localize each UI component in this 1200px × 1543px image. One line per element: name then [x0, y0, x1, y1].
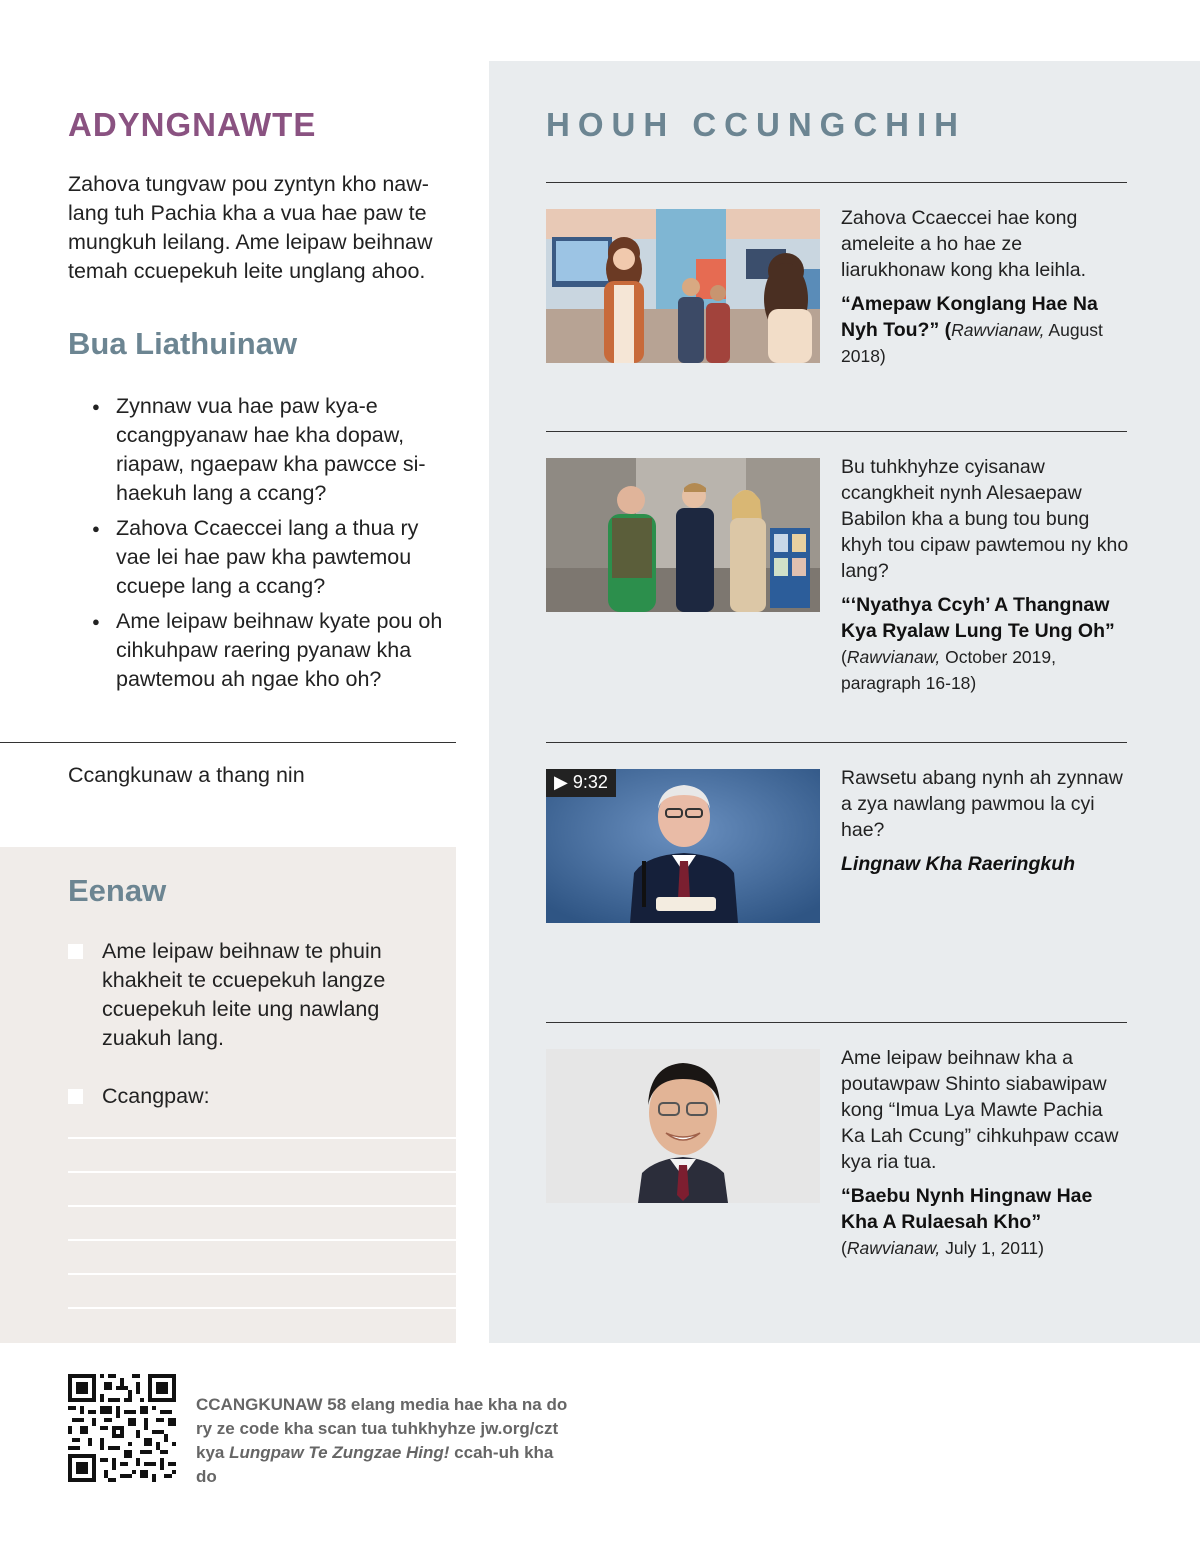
source-publication: Rawvianaw, — [951, 320, 1045, 340]
review-question: ● Zynnaw vua hae paw kya-e ccangpyanaw hae kha dopaw, riapaw, ngaepaw kha pawcce si-haekuh lang a ccang? — [92, 392, 452, 508]
resource-source — [841, 1235, 1131, 1261]
task-text: Ccangpaw: — [102, 1084, 210, 1108]
resource-link[interactable] — [841, 291, 1131, 369]
caption-publication: Lungpaw Te Zungzae Hing! — [229, 1443, 450, 1462]
note-label: Ccangkunaw a thang nin — [68, 763, 305, 787]
resource-description: Rawsetu abang nynh ah zynnaw a zya nawlang pawmou la cyi hae? — [841, 767, 1123, 841]
resource-title[interactable]: “Baebu Nynh Hingnaw Hae Kha A Rulaesah Kho” — [841, 1185, 1093, 1233]
writing-line[interactable] — [68, 1273, 456, 1275]
resource-text — [841, 454, 1131, 696]
resource-description: Bu tuhkhyhze cyisanaw ccangkheit nynh Alesaepaw Babilon kha a bung tou bung khyh tou cipaw pawtemou ny kho lang? — [841, 456, 1129, 582]
source-open: ( — [944, 319, 952, 341]
qr-code[interactable] — [68, 1374, 176, 1482]
resource-text — [841, 205, 1131, 369]
review-question: ● Ame leipaw beihnaw kyate pou oh cihkuhpaw raering pyanaw kha pawtemou ah ngae kho oh? — [92, 607, 452, 694]
resource-image-portrait[interactable] — [546, 1049, 820, 1203]
writing-line[interactable] — [68, 1307, 456, 1309]
section-divider — [0, 742, 456, 743]
writing-line[interactable] — [68, 1171, 456, 1173]
caption-suffix: ccah-uh kha do — [196, 1443, 554, 1486]
qr-caption — [196, 1393, 576, 1489]
resource-divider — [546, 182, 1127, 183]
writing-line[interactable] — [68, 1239, 456, 1241]
resource-divider — [546, 1022, 1127, 1023]
writing-line[interactable] — [68, 1205, 456, 1207]
summary-text: Zahova tungvaw pou zyntyn kho naw-lang tuh Pachia kha a vua hae paw te mungkuh leilang. Ame leipaw beihnaw temah ccuepekuh leite unglang ahoo. — [68, 172, 433, 283]
review-question: ● Zahova Ccaeccei lang a thua ry vae lei hae paw kha pawtemou ccuepe lang a ccang? — [92, 514, 452, 601]
task-checkbox[interactable] — [68, 1089, 83, 1104]
resource-image-mall-screens[interactable] — [546, 209, 820, 363]
resource-title[interactable]: “‘Nyathya Ccyh’ A Thangnaw Kya Ryalaw Lung Te Ung Oh” — [841, 594, 1115, 642]
task-item — [68, 1082, 438, 1111]
summary-heading: ADYNGNAWTE — [68, 106, 317, 143]
review-heading: Bua Liathuinaw — [68, 326, 298, 361]
source-publication: Rawvianaw, — [846, 647, 941, 667]
resource-source — [841, 644, 1131, 696]
review-questions — [92, 392, 452, 700]
resource-divider — [546, 742, 1127, 743]
caption-prefix: CCANGKUNAW 58 elang media hae kha na do ry ze code kha scan tua tuhkhyhze jw.org/czt kya — [196, 1395, 568, 1462]
resource-title[interactable]: “Amepaw Konglang Hae Na Nyh Tou?” — [841, 293, 1098, 341]
resource-video-thumbnail[interactable] — [546, 769, 820, 923]
task-item — [68, 937, 438, 1053]
resource-image-street-witnessing[interactable] — [546, 458, 820, 612]
writing-line[interactable] — [68, 1137, 456, 1139]
source-publication: Rawvianaw, — [846, 1238, 941, 1258]
task-text: Ame leipaw beihnaw te phuin khakheit te ccuepekuh langze ccuepekuh leite ung nawlang zuakuh lang. — [102, 939, 386, 1050]
source-open: ( — [841, 647, 847, 667]
source-date: July 1, 2011) — [940, 1238, 1044, 1258]
play-icon: ▶ — [554, 772, 568, 792]
source-open: ( — [841, 1238, 847, 1258]
task-checkbox[interactable] — [68, 944, 83, 959]
resource-description: Zahova Ccaeccei hae kong ameleite a ho hae ze liarukhonaw kong kha leihla. — [841, 207, 1086, 281]
resource-description: Ame leipaw beihnaw kha a poutawpaw Shinto siabawipaw kong “Imua Lya Mawte Pachia Ka Lah Ccung” cihkuhpaw ccaw kya ria tua. — [841, 1047, 1119, 1173]
resource-text — [841, 765, 1131, 877]
explore-heading: HOUH CCUNGCHIH — [546, 106, 966, 143]
resource-divider — [546, 431, 1127, 432]
source-date: October 2019, paragraph 16-18) — [841, 647, 1056, 693]
video-duration: 9:32 — [572, 772, 608, 792]
video-title[interactable]: Lingnaw Kha Raeringkuh — [841, 853, 1076, 875]
video-duration-badge — [546, 769, 616, 797]
try-this-heading: Eenaw — [68, 873, 167, 908]
source-date: August 2018) — [841, 320, 1103, 366]
resource-text — [841, 1045, 1131, 1261]
